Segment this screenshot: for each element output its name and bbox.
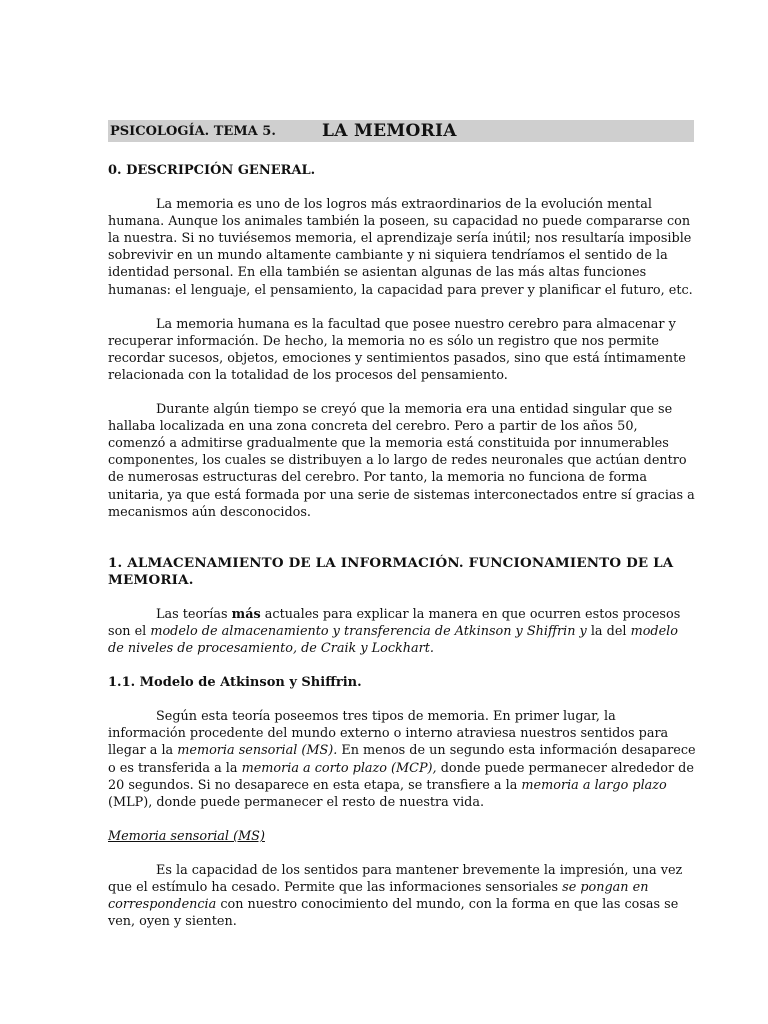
p4-text-e: la del <box>586 623 631 639</box>
subsection-heading-1-1: 1.1. Modelo de Atkinson y Shiffrin. <box>108 675 362 691</box>
p4-text-c: actuales para explicar la manera en que ocurren estos procesos son el <box>108 606 681 639</box>
p5-italic-ms: memoria sensorial (MS). <box>177 743 338 759</box>
p5-text-c: En menos de un segundo esta información desaparece o es transferida a la <box>108 743 696 776</box>
p5-italic-mlp: memoria a largo plazo <box>521 777 667 793</box>
course-label: PSICOLOGÍA. TEMA 5. <box>110 124 276 139</box>
document-title: LA MEMORIA <box>322 121 457 141</box>
paragraph-3: Durante algún tiempo se creyó que la memoria era una entidad singular que se hallaba localizada en una zona concreta del cerebro. Pero a partir de los años 50, comenzó a admitirse gradualmente que la memoria está constituida por innumerables componentes, los cuales se distribuyen a lo largo de redes neuronales que actúan dentro de numerosas estructuras del cerebro. Por tanto, la memoria no funciona de forma unitaria, ya que está formada por una serie de sistemas interconectados entre sí gracias a mecanismos aún desconocidos. <box>108 402 695 520</box>
document-body <box>108 152 696 930</box>
p6-text-c: con nuestro conocimiento del mundo, con la forma en que las cosas se ven, oyen y sienten. <box>108 897 679 930</box>
p5-italic-mcp: memoria a corto plazo (MCP), <box>241 760 437 776</box>
paragraph-1: La memoria es uno de los logros más extraordinarios de la evolución mental humana. Aunque los animales también la poseen, su capacidad no puede compararse con la nuestra. Si no tuviésemos memoria, el aprendizaje sería inútil; nos resultaría imposible sobrevivir en un mundo altamente cambiante y ni siquiera tendríamos el sentido de la identidad personal. En ella también se asientan algunas de las más altas funciones humanas: el lenguaje, el pensamiento, la capacidad para prever y planificar el futuro, etc. <box>108 197 693 298</box>
memoria-sensorial-heading: Memoria sensorial (MS) <box>108 828 265 844</box>
paragraph-6 <box>108 862 696 930</box>
p4-italic-model-1: modelo de almacenamiento y transferencia de Atkinson y Shiffrin y <box>150 623 587 639</box>
p4-italic-model-2: modelo de niveles de procesamiento, de Craik y Lockhart. <box>108 623 678 657</box>
p5-text-g: (MLP), donde puede permanecer el resto de nuestra vida. <box>108 794 485 810</box>
section-heading-1: 1. ALMACENAMIENTO DE LA INFORMACIÓN. FUNCIONAMIENTO DE LA MEMORIA. <box>108 554 674 588</box>
p5-text-a: Según esta teoría poseemos tres tipos de memoria. En primer lugar, la información procedente del mundo externo o interno atraviesa nuestros sentidos para llegar a la <box>108 709 669 759</box>
p6-italic: se pongan en correspondencia <box>108 880 649 913</box>
p4-text-a: Las teorías <box>156 606 232 622</box>
paragraph-2: La memoria humana es la facultad que posee nuestro cerebro para almacenar y recuperar información. De hecho, la memoria no es sólo un registro que nos permite recordar sucesos, objetos, emociones y sentimientos pasados, sino que está íntimamente relacionada con la totalidad de los procesos del pensamiento. <box>108 316 686 383</box>
paragraph-5 <box>108 708 696 811</box>
title-bar <box>108 120 694 142</box>
p4-bold-mas: más <box>231 606 261 622</box>
p5-text-e: donde puede permanecer alrededor de 20 segundos. Si no desaparece en esta etapa, se transfiere a la <box>108 760 694 793</box>
section-heading-0: 0. DESCRIPCIÓN GENERAL. <box>108 163 316 178</box>
paragraph-4 <box>108 606 696 657</box>
p6-text-a: Es la capacidad de los sentidos para mantener brevemente la impresión, una vez que el estímulo ha cesado. Permite que las informaciones sensoriales <box>108 862 683 895</box>
